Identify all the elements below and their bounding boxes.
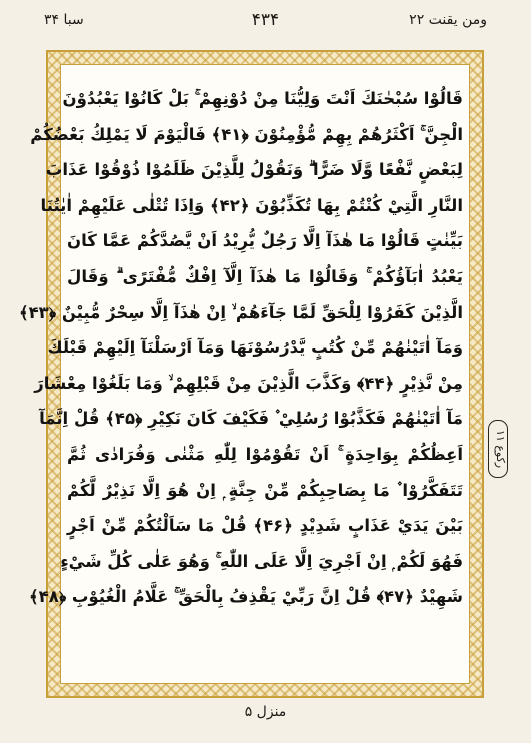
verse-line-12: تَتَفَكَّرُوْا ۫ مَا بِصَاحِبِكُمْ مِّنْ جِنَّةٍ ۭ اِنْ هُوَ اِلَّا نَذِيْرٌ لَّكُمْ [67,480,463,500]
verse-line-5: بَيِّنٰتٍ قَالُوْا مَا هٰذَآ اِلَّا رَجُلٌ يُّرِيْدُ اَنْ يَّصُدَّكُمْ عَمَّا كَانَ [67,231,463,251]
manzil-footer: منزل ۵ [244,704,287,720]
verse-lines [18,81,463,667]
verse-line-8: وَمَآ اٰتَيْنٰهُمْ مِّنْ كُتُبٍ يَّدْرُسُوْنَهَا وَمَآ اَرْسَلْنَآ اِلَيْهِمْ قَبْلَكَ [47,338,463,358]
verse-line-3: لِبَعْضٍ نَّفْعًا وَّلَا ضَرًّا ۗ وَنَقُوْلُ لِلَّذِيْنَ ظَلَمُوْا ذُوْقُوْا عَذَابَ [45,160,463,180]
juz-header: ومن یقنت ۲۲ [409,12,487,28]
verse-line-1: قَالُوْا سُبْحٰنَكَ اَنْتَ وَلِيُّنَا مِنْ دُوْنِهِمْ ۚ بَلْ كَانُوْا يَعْبُدُوْنَ [62,89,463,108]
verse-line-15: شَهِيْدٌ ﴿۴۷﴾ قُلْ اِنَّ رَبِّيْ يَقْذِفُ بِالْحَقِّ ۚ عَلَّامُ الْغُيُوْبِ ﴿۴۸﴾ [29,587,463,607]
page-number: ۴۳۴ [251,10,280,30]
verse-line-2: الْجِنَّ ۚ اَكْثَرُهُمْ بِهِمْ مُّؤْمِنُوْنَ ﴿۴۱﴾ فَالْيَوْمَ لَا يَمْلِكُ بَعْضُكُمْ [30,124,463,144]
verse-line-9: مِنْ نَّذِيْرٍ ﴿۴۴﴾ وَكَذَّبَ الَّذِيْنَ مِنْ قَبْلِهِمْ ۙ وَمَا بَلَغُوْا مِعْشَارَ [34,373,463,393]
verse-line-6: يَعْبُدُ اٰبَآؤُكُمْ ۚ وَقَالُوْا مَا هٰذَآ اِلَّآ اِفْكٌ مُّفْتَرًى ۗ وَقَالَ [67,266,463,286]
verse-line-10: مَآ اٰتَيْنٰهُمْ فَكَذَّبُوْا رُسُلِيْ ۫ فَكَيْفَ كَانَ نَكِيْرِ ﴿۴۵﴾ قُلْ اِنَّمَآ [39,409,463,429]
ornamental-border-frame [18,50,484,698]
verse-line-14: فَهُوَ لَكُمْ ۭ اِنْ اَجْرِيَ اِلَّا عَلَى اللّٰهِ ۚ وَهُوَ عَلٰى كُلِّ شَيْءٍ [60,551,463,571]
verse-line-11: اَعِظُكُمْ بِوَاحِدَةٍ ۚ اَنْ تَقُوْمُوْا لِلّٰهِ مَثْنٰى وَفُرَادٰى ثُمَّ [67,444,463,464]
surah-header: سبا ۳۴ [44,12,84,28]
verse-line-7: الَّذِيْنَ كَفَرُوْا لِلْحَقِّ لَمَّا جَآءَهُمْ ۙ اِنْ هٰذَآ اِلَّا سِحْرٌ مُّبِيْنٌ ﴿۴۳﴾ [18,302,463,322]
verse-line-13: بَيْنَ يَدَيْ عَذَابٍ شَدِيْدٍ ﴿۴۶﴾ قُلْ مَا سَاَلْتُكُمْ مِّنْ اَجْرٍ [67,516,463,536]
text-panel [18,64,470,684]
verse-line-4: النَّارِ الَّتِيْ كُنْتُمْ بِهَا تُكَذِّبُوْنَ ﴿۴۲﴾ وَاِذَا تُتْلٰى عَلَيْهِمْ اٰيٰتُنَا [40,195,463,215]
ruku-marker: رکوع ۱۱ [488,420,508,478]
